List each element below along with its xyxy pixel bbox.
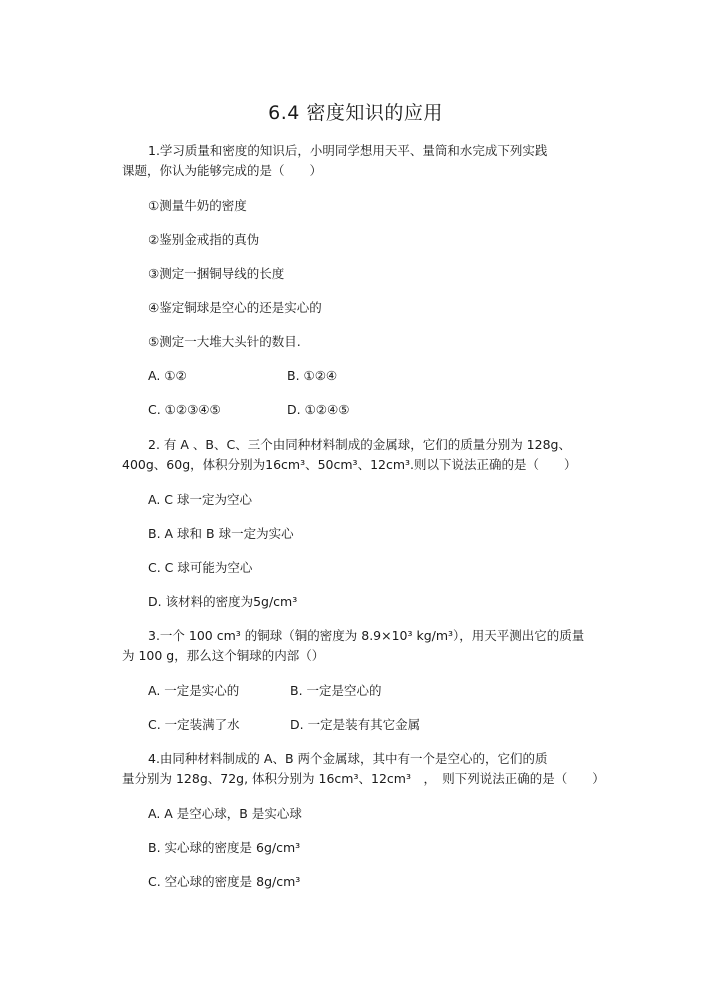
q1-item-5: ⑤测定一大堆大头针的数目. [148,334,301,349]
q1-stem-line1: 1.学习质量和密度的知识后，小明同学想用天平、量筒和水完成下列实践 [148,143,548,158]
q1-item-2: ②鉴别金戒指的真伪 [148,232,260,247]
q2-option-d: D. 该材料的密度为5g/cm³ [148,594,298,609]
q1-item-1: ①测量牛奶的密度 [148,198,247,213]
q1-option-c: C. ①②③④⑤ [148,402,221,417]
q4-option-c: C. 空心球的密度是 8g/cm³ [148,874,301,889]
q1-option-d: D. ①②④⑤ [287,402,350,417]
q2-option-c: C. C 球可能为空心 [148,560,253,575]
q4-stem-line2: 量分别为 128g、72g, 体积分别为 16cm³、12cm³ ， 则下列说法正确的是（ ） [122,771,605,786]
q3-option-d: D. 一定是装有其它金属 [290,717,421,732]
q3-stem-line1: 3.一个 100 cm³ 的铜球（铜的密度为 8.9×10³ kg/m³），用天平测出它的质量 [148,628,585,643]
q2-option-a: A. C 球一定为空心 [148,492,252,507]
q2-stem-line2: 400g、60g，体积分别为16cm³、50cm³、12cm³.则以下说法正确的是（ ） [122,457,577,472]
q2-stem-line1: 2. 有 A 、B、C、三个由同种材料制成的金属球，它们的质量分别为 128g、 [148,437,571,452]
q3-stem-line2: 为 100 g，那么这个铜球的内部（） [122,648,325,663]
q1-item-4: ④鉴定铜球是空心的还是实心的 [148,300,322,315]
page-title: 6.4 密度知识的应用 [268,102,443,124]
q4-stem-line1: 4.由同种材料制成的 A、B 两个金属球，其中有一个是空心的，它们的质 [148,751,548,766]
q1-item-3: ③测定一捆铜导线的长度 [148,266,285,281]
q3-option-c: C. 一定装满了水 [148,717,240,732]
q1-stem-line2: 课题，你认为能够完成的是（ ） [122,163,323,178]
q2-option-b: B. A 球和 B 球一定为实心 [148,526,294,541]
q1-option-a: A. ①② [148,368,187,383]
q4-option-a: A. A 是空心球，B 是实心球 [148,806,302,821]
q3-option-b: B. 一定是空心的 [290,683,382,698]
q1-option-b: B. ①②④ [287,368,338,383]
q3-option-a: A. 一定是实心的 [148,683,240,698]
q4-option-b: B. 实心球的密度是 6g/cm³ [148,840,301,855]
